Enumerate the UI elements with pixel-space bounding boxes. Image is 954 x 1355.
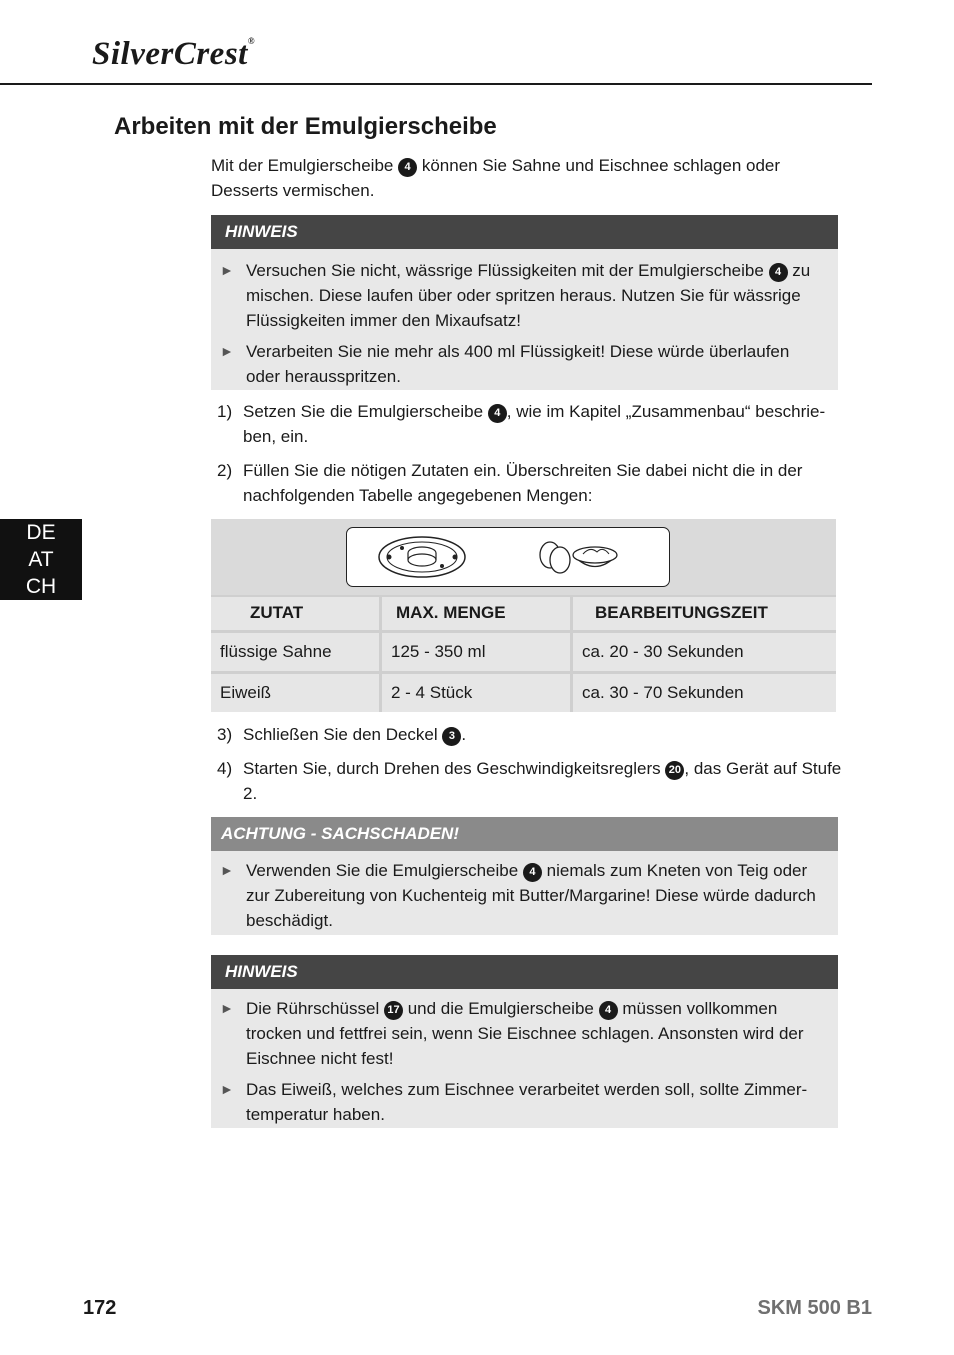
quantity-table <box>211 519 836 712</box>
intro-paragraph: Mit der Emulgierscheibe 4 können Sie Sahne und Eischnee schlagen oder Desserts vermischen. <box>211 156 781 200</box>
table-header-cell: BEARBEITUNGSZEIT <box>573 597 836 630</box>
page-title: Arbeiten mit der Emulgierscheibe <box>114 113 497 140</box>
step-item: 3) Schließen Sie den Deckel 3 . <box>217 725 467 744</box>
warning-box <box>211 817 838 935</box>
table-cell: 2 - 4 Stück <box>382 674 570 712</box>
list-item: ► Das Eiweiß, welches zum Eischnee verarbeitet werden soll, sollte Zimmer-temperatur haben. <box>211 1077 838 1127</box>
arrow-right-icon: ► <box>220 1000 234 1016</box>
ref-number-icon: 20 <box>665 761 684 780</box>
list-item: ► Verwenden Sie die Emulgierscheibe 4 niemals zum Kneten von Teig oder zur Zubereitung von Kuchenteig mit Butter/Margarine! Diese würde dadurch beschädigt. <box>211 858 838 933</box>
step-item: 2) Füllen Sie die nötigen Zutaten ein. Überschreiten Sie dabei nicht die in der nachfolgenden Tabelle angegebenen Mengen: <box>217 461 803 505</box>
ref-number-icon: 4 <box>599 1001 618 1020</box>
table-cell: Eiweiß <box>211 674 379 712</box>
list-item: ► Versuchen Sie nicht, wässrige Flüssigkeiten mit der Emulgierscheibe 4 zu mischen. Diese laufen über oder spritzen heraus. Nutzen Sie für wässrige Flüssigkeiten immer den Mixaufsatz! <box>211 258 838 333</box>
note-title: HINWEIS <box>211 955 838 989</box>
header-rule <box>0 83 872 85</box>
page-number: 172 <box>83 1297 117 1319</box>
model-number: SKM 500 B1 <box>757 1297 872 1319</box>
note-box <box>211 215 838 390</box>
ref-number-icon: 3 <box>442 727 461 746</box>
ref-number-icon: 4 <box>523 863 542 882</box>
table-cell: ca. 20 - 30 Sekunden <box>573 633 836 671</box>
note-title: HINWEIS <box>211 215 838 249</box>
list-item: ► Verarbeiten Sie nie mehr als 400 ml Flüssigkeit! Diese würde überlaufen oder herausspritzen. <box>211 339 838 389</box>
ref-number-icon: 4 <box>398 158 417 177</box>
table-header-cell: ZUTAT <box>211 597 379 630</box>
arrow-right-icon: ► <box>220 262 234 278</box>
ref-number-icon: 17 <box>384 1001 403 1020</box>
table-cell: flüssige Sahne <box>211 633 379 671</box>
arrow-right-icon: ► <box>220 862 234 878</box>
language-code: AT <box>28 548 54 571</box>
emulsifier-disc-icon <box>347 528 669 586</box>
language-code: DE <box>26 521 56 544</box>
table-header-cell: MAX. MENGE <box>382 597 570 630</box>
list-item: ► Die Rührschüssel 17 und die Emulgierscheibe 4 müssen vollkommen trocken und fettfrei sein, wenn Sie Eischnee schlagen. Ansonsten wird der Eischnee nicht fest! <box>211 996 838 1071</box>
ingredient-illustration <box>346 527 670 587</box>
arrow-right-icon: ► <box>220 343 234 359</box>
ref-number-icon: 4 <box>488 404 507 423</box>
arrow-right-icon: ► <box>220 1081 234 1097</box>
step-item: 4) Starten Sie, durch Drehen des Geschwindigkeitsreglers 20 , das Gerät auf Stufe 2. <box>217 759 842 803</box>
table-cell: 125 - 350 ml <box>382 633 570 671</box>
table-cell: ca. 30 - 70 Sekunden <box>573 674 836 712</box>
warning-title: ACHTUNG - SACHSCHADEN! <box>211 817 838 851</box>
language-code: CH <box>25 575 57 598</box>
language-tab <box>0 519 82 600</box>
step-item: 1) Setzen Sie die Emulgierscheibe 4 , wie im Kapitel „Zusammenbau“ beschrie-ben, ein. <box>217 402 826 446</box>
brand-logo: SilverCrest® <box>92 36 256 72</box>
table-image-row <box>211 519 836 595</box>
note-box <box>211 955 838 1128</box>
ref-number-icon: 4 <box>769 263 788 282</box>
